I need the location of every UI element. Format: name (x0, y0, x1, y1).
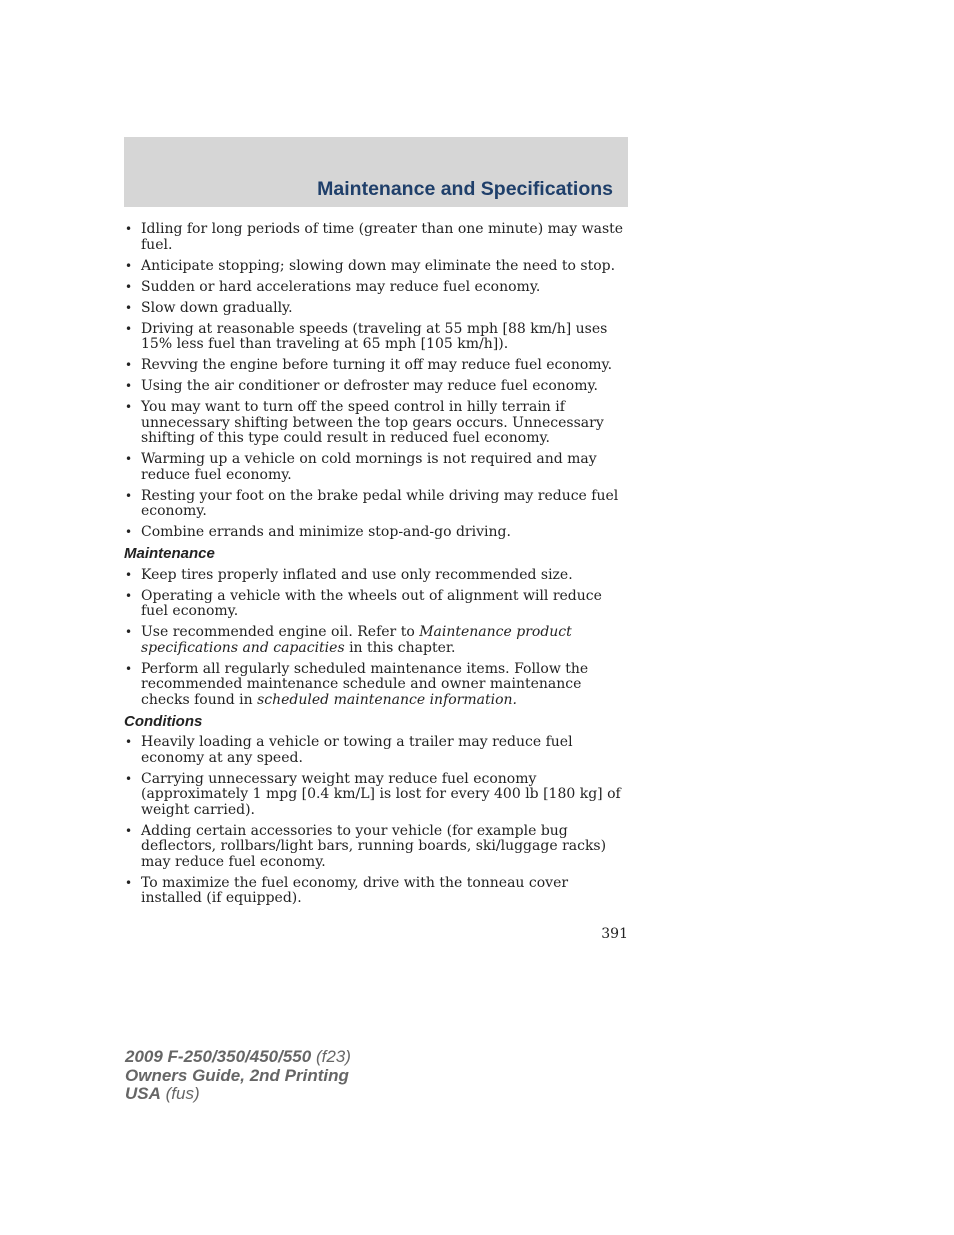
list-item: • Combine errands and minimize stop-and-go driving. (124, 525, 630, 541)
list-item: • Keep tires properly inflated and use only recommended size. (124, 568, 630, 584)
list-item: • Heavily loading a vehicle or towing a trailer may reduce fuel economy at any speed. (124, 735, 630, 766)
item-text: Perform all regularly scheduled maintenance items. Follow the recommended maintenance schedule and owner maintenance checks found in (141, 660, 589, 708)
list-item: • Revving the engine before turning it off may reduce fuel economy. (124, 358, 630, 374)
item-text: Use recommended engine oil. Refer to (141, 624, 420, 640)
list-item: • Sudden or hard accelerations may reduce fuel economy. (124, 280, 630, 296)
conditions-heading: Conditions (124, 712, 203, 730)
fuel-economy-tips-list (124, 222, 630, 541)
list-item: • Carrying unnecessary weight may reduce fuel economy (approximately 1 mpg [0.4 km/L] is lost for every 400 lb [180 kg] of weight carried). (124, 772, 630, 819)
section-title: Maintenance and Specifications (317, 178, 613, 200)
footer-line (125, 1085, 351, 1104)
list-item: • To maximize the fuel economy, drive with the tonneau cover installed (if equipped). (124, 876, 630, 907)
cross-reference-text: Maintenance product specifications and capacities (141, 624, 572, 656)
footer-market: USA (125, 1084, 161, 1103)
conditions-list (124, 735, 630, 907)
list-item: • Warming up a vehicle on cold mornings is not required and may reduce fuel economy. (124, 452, 630, 483)
list-item: • Slow down gradually. (124, 301, 630, 317)
maintenance-heading: Maintenance (124, 545, 215, 562)
list-item: • You may want to turn off the speed control in hilly terrain if unnecessary shifting between the top gears occurs. Unnecessary shifting of this type could result in reduced fuel economy. (124, 400, 630, 447)
footer-code: (fus) (160, 1084, 200, 1103)
list-item (124, 625, 630, 656)
list-item: • Driving at reasonable speeds (traveling at 55 mph [88 km/h] uses 15% less fuel than traveling at 65 mph [105 km/h]). (124, 322, 630, 353)
section-header-band (124, 137, 628, 207)
footer-line: Owners Guide, 2nd Printing (125, 1065, 349, 1085)
item-text: in this chapter. (344, 639, 456, 656)
list-item: • Using the air conditioner or defroster may reduce fuel economy. (124, 379, 630, 395)
cross-reference-text: scheduled maintenance information. (257, 691, 517, 708)
maintenance-list (124, 568, 630, 709)
footer-code: (f23) (311, 1047, 351, 1066)
list-item: • Anticipate stopping; slowing down may eliminate the need to stop. (124, 259, 630, 275)
footer-line (125, 1048, 351, 1067)
list-item: • Idling for long periods of time (greater than one minute) may waste fuel. (124, 222, 630, 253)
page-content (124, 222, 630, 912)
document-footer (125, 1048, 351, 1104)
list-item: • Operating a vehicle with the wheels out of alignment will reduce fuel economy. (124, 589, 630, 620)
footer-model: 2009 F-250/350/450/550 (125, 1047, 312, 1066)
list-item: • Resting your foot on the brake pedal while driving may reduce fuel economy. (124, 489, 630, 520)
page-number: 391 (601, 926, 628, 942)
list-item: • Adding certain accessories to your vehicle (for example bug deflectors, rollbars/light bars, running boards, ski/luggage racks) may reduce fuel economy. (124, 824, 630, 871)
list-item (124, 662, 630, 709)
